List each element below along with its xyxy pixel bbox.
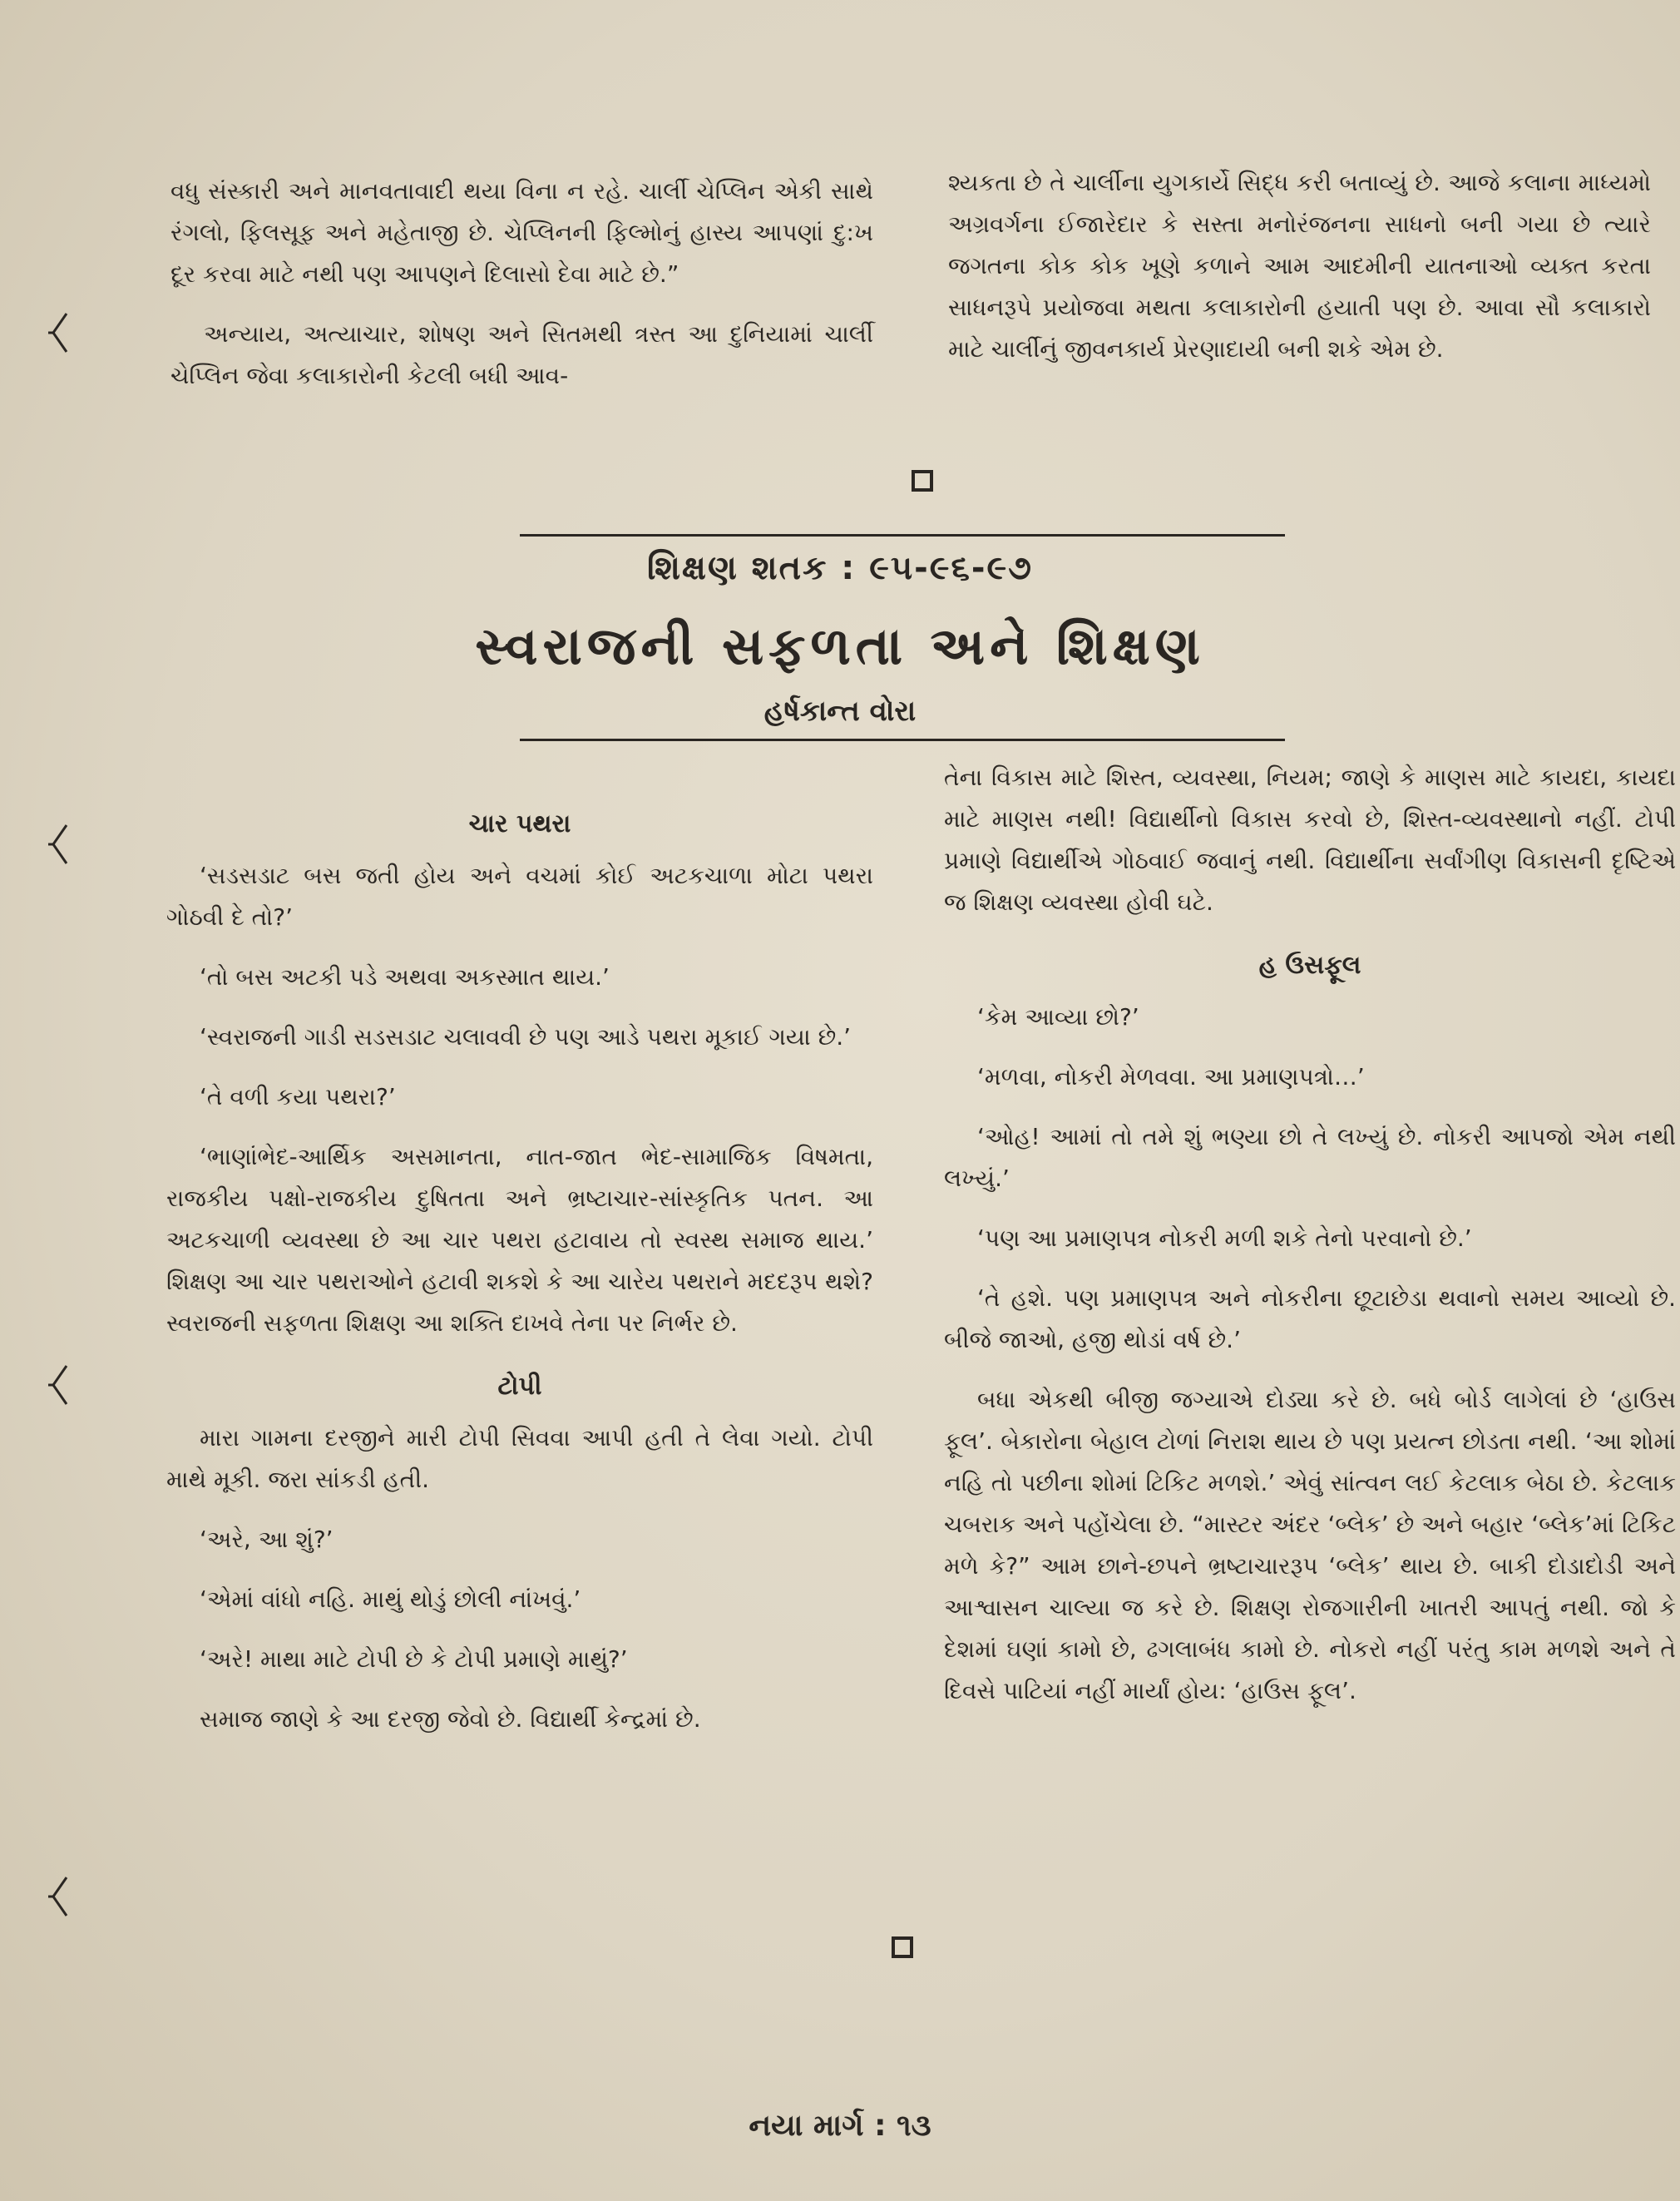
binding-mark-icon [48, 1364, 68, 1406]
paragraph: તેના વિકાસ માટે શિસ્ત, વ્યવસ્થા, નિયમ; જાણે કે માણસ માટે કાયદા, કાયદા માટે માણસ નથી! વિદ્યાર્થીનો વિકાસ કરવો છે, શિસ્ત-વ્યવસ્થાનો નહીં. ટોપી પ્રમાણે વિદ્યાર્થીએ ગોઠવાઈ જવાનું નથી. વિદ્યાર્થીના સર્વાંગીણ વિકાસની દૃષ્ટિએ જ શિક્ષણ વ્યવસ્થા હોવી ઘટે. [944, 764, 1676, 916]
top-left-column [170, 171, 873, 397]
paragraph: ‘કેમ આવ્યા છો?’ [977, 1003, 1139, 1031]
paragraph: સમાજ જાણે કે આ દરજી જેવો છે. વિદ્યાર્થી કેન્દ્રમાં છે. [200, 1705, 701, 1733]
paragraph: ‘તે હશે. પણ પ્રમાણપત્ર અને નોકરીના છૂટાછેડા થવાનો સમય આવ્યો છે. બીજે જાઓ, હજી થોડાં વર્ષ છે.’ [944, 1284, 1676, 1353]
binding-mark-icon [48, 824, 68, 865]
paragraph: ‘તે વળી કયા પથરા?’ [200, 1083, 396, 1110]
paragraph: ‘સડસડાટ બસ જતી હોય અને વચમાં કોઈ અટકચાળા મોટા પથરા ગોઠવી દે તો?’ [166, 862, 873, 931]
paragraph: મારા ગામના દરજીને મારી ટોપી સિવવા આપી હતી તે લેવા ગયો. ટોપી માથે મૂકી. જરા સાંકડી હતી. [166, 1424, 873, 1493]
paragraph: વધુ સંસ્કારી અને માનવતાવાદી થયા વિના ન રહે. ચાર્લી ચેપ્લિન એકી સાથે રંગલો, ફિલસૂફ અને મહેતાજી છે. ચેપ્લિનની ફિલ્મોનું હાસ્ય આપણાં દુ:ખ દૂર કરવા માટે નથી પણ આપણને દિલાસો દેવા માટે છે.” [170, 177, 873, 288]
left-column [166, 782, 873, 1740]
article-author: હર્ષકાન્ત વોરા [763, 695, 917, 728]
paragraph: ‘એમાં વાંધો નહિ. માથું થોડું છોલી નાંખવું.’ [200, 1585, 581, 1613]
paragraph: ‘પણ આ પ્રમાણપત્ર નોકરી મળી શકે તેનો પરવાનો છે.’ [977, 1224, 1472, 1252]
series-title: શિક્ષણ શતક : ૯૫-૯૬-૯૭ [647, 549, 1033, 587]
article-title: સ્વરાજની સફળતા અને શિક્ષણ [475, 616, 1205, 676]
paragraph: ‘તો બસ અટકી પડે અથવા અકસ્માત થાય.’ [200, 963, 610, 991]
paragraph: બધા એકથી બીજી જગ્યાએ દોડ્યા કરે છે. બધે બોર્ડ લાગેલાં છે ‘હાઉસ ફૂલ’. બેકારોના બેહાલ ટોળાં નિરાશ થાય છે પણ પ્રયત્ન છોડતા નથી. ‘આ શોમાં નહિ તો પછીના શોમાં ટિકિટ મળશે.’ એવું સાંત્વન લઈ કેટલાક બેઠા છે. કેટલાક ચબરાક અને પહોંચેલા છે. “માસ્ટર અંદર ‘બ્લેક’ છે અને બહાર ‘બ્લેક’માં ટિકિટ મળે કે?” આમ છાને-છપને ભ્રષ્ટાચારરૂપ ‘બ્લેક’ થાય છે. બાકી દોડાદોડી અને આશ્વાસન ચાલ્યા જ કરે છે. શિક્ષણ રોજગારીની ખાતરી આપતું નથી. જો કે દેશમાં ઘણાં કામો છે, ઢગલાબંધ કામો છે. નોકરો નહીં પરંતુ કામ મળશે અને તે દિવસે પાટિયાં નહીં માર્યાં હોય: ‘હાઉસ ફૂલ’. [944, 1386, 1676, 1704]
section-end-square-icon [892, 1936, 913, 1958]
binding-mark-icon [48, 312, 68, 354]
section-heading: હ ઉસફૂલ [1258, 951, 1361, 980]
section-heading: ચાર પથરા [468, 809, 571, 838]
paragraph: ‘મળવા, નોકરી મેળવવા. આ પ્રમાણપત્રો…’ [977, 1063, 1365, 1091]
divider [520, 739, 1285, 741]
right-column [944, 757, 1676, 1712]
paragraph: ‘સ્વરાજની ગાડી સડસડાટ ચલાવવી છે પણ આડે પથરા મૂકાઈ ગયા છે.’ [200, 1023, 852, 1051]
section-end-square-icon [912, 470, 933, 492]
paragraph: ‘અરે, આ શું?’ [200, 1526, 334, 1553]
paragraph: શ્યકતા છે તે ચાર્લીના યુગકાર્યે સિદ્ધ કરી બતાવ્યું છે. આજે કલાના માધ્યમો અગ્રવર્ગના ઈજારેદાર કે સસ્તા મનોરંજનના સાધનો બની ગયા છે ત્યારે જગતના કોક કોક ખૂણે કળાને આમ આદમીની યાતનાઓ વ્યક્ત કરતા સાધનરૂપે પ્રયોજવા મથતા કલાકારોની હયાતી પણ છે. આવા સૌ કલાકારો માટે ચાર્લીનું જીવનકાર્ય પ્રેરણાદાયી બની શકે એમ છે. [948, 169, 1651, 363]
paragraph: ‘અરે! માથા માટે ટોપી છે કે ટોપી પ્રમાણે માથું?’ [200, 1645, 628, 1673]
paragraph: ‘ભાણાંભેદ-આર્થિક અસમાનતા, નાત-જાત ભેદ-સામાજિક વિષમતા, રાજકીય પક્ષો-રાજકીય દુષિતતા અને ભ્રષ્ટાચાર-સાંસ્કૃતિક પતન. આ અટકચાળી વ્યવસ્થા છે આ ચાર પથરા હટાવાય તો સ્વસ્થ સમાજ થાય.’ શિક્ષણ આ ચાર પથરાઓને હટાવી શકશે કે આ ચારેય પથરાને મદદરૂપ થશે? સ્વરાજની સફળતા શિક્ષણ આ શક્તિ દાખવે તેના પર નિર્ભર છે. [166, 1143, 873, 1337]
section-heading: ટોપી [497, 1372, 542, 1401]
paragraph: ‘ઓહ! આમાં તો તમે શું ભણ્યા છો તે લખ્યું છે. નોકરી આપજો એમ નથી લખ્યું.’ [944, 1123, 1676, 1192]
page-footer: નયા માર્ગ : ૧૩ [749, 2109, 931, 2143]
divider [520, 534, 1285, 537]
binding-mark-icon [48, 1876, 68, 1917]
paragraph: અન્યાય, અત્યાચાર, શોષણ અને સિતમથી ત્રસ્ત આ દુનિયામાં ચાર્લી ચેપ્લિન જેવા કલાકારોની કેટલી બધી આવ- [170, 320, 873, 389]
top-right-column [948, 162, 1651, 370]
